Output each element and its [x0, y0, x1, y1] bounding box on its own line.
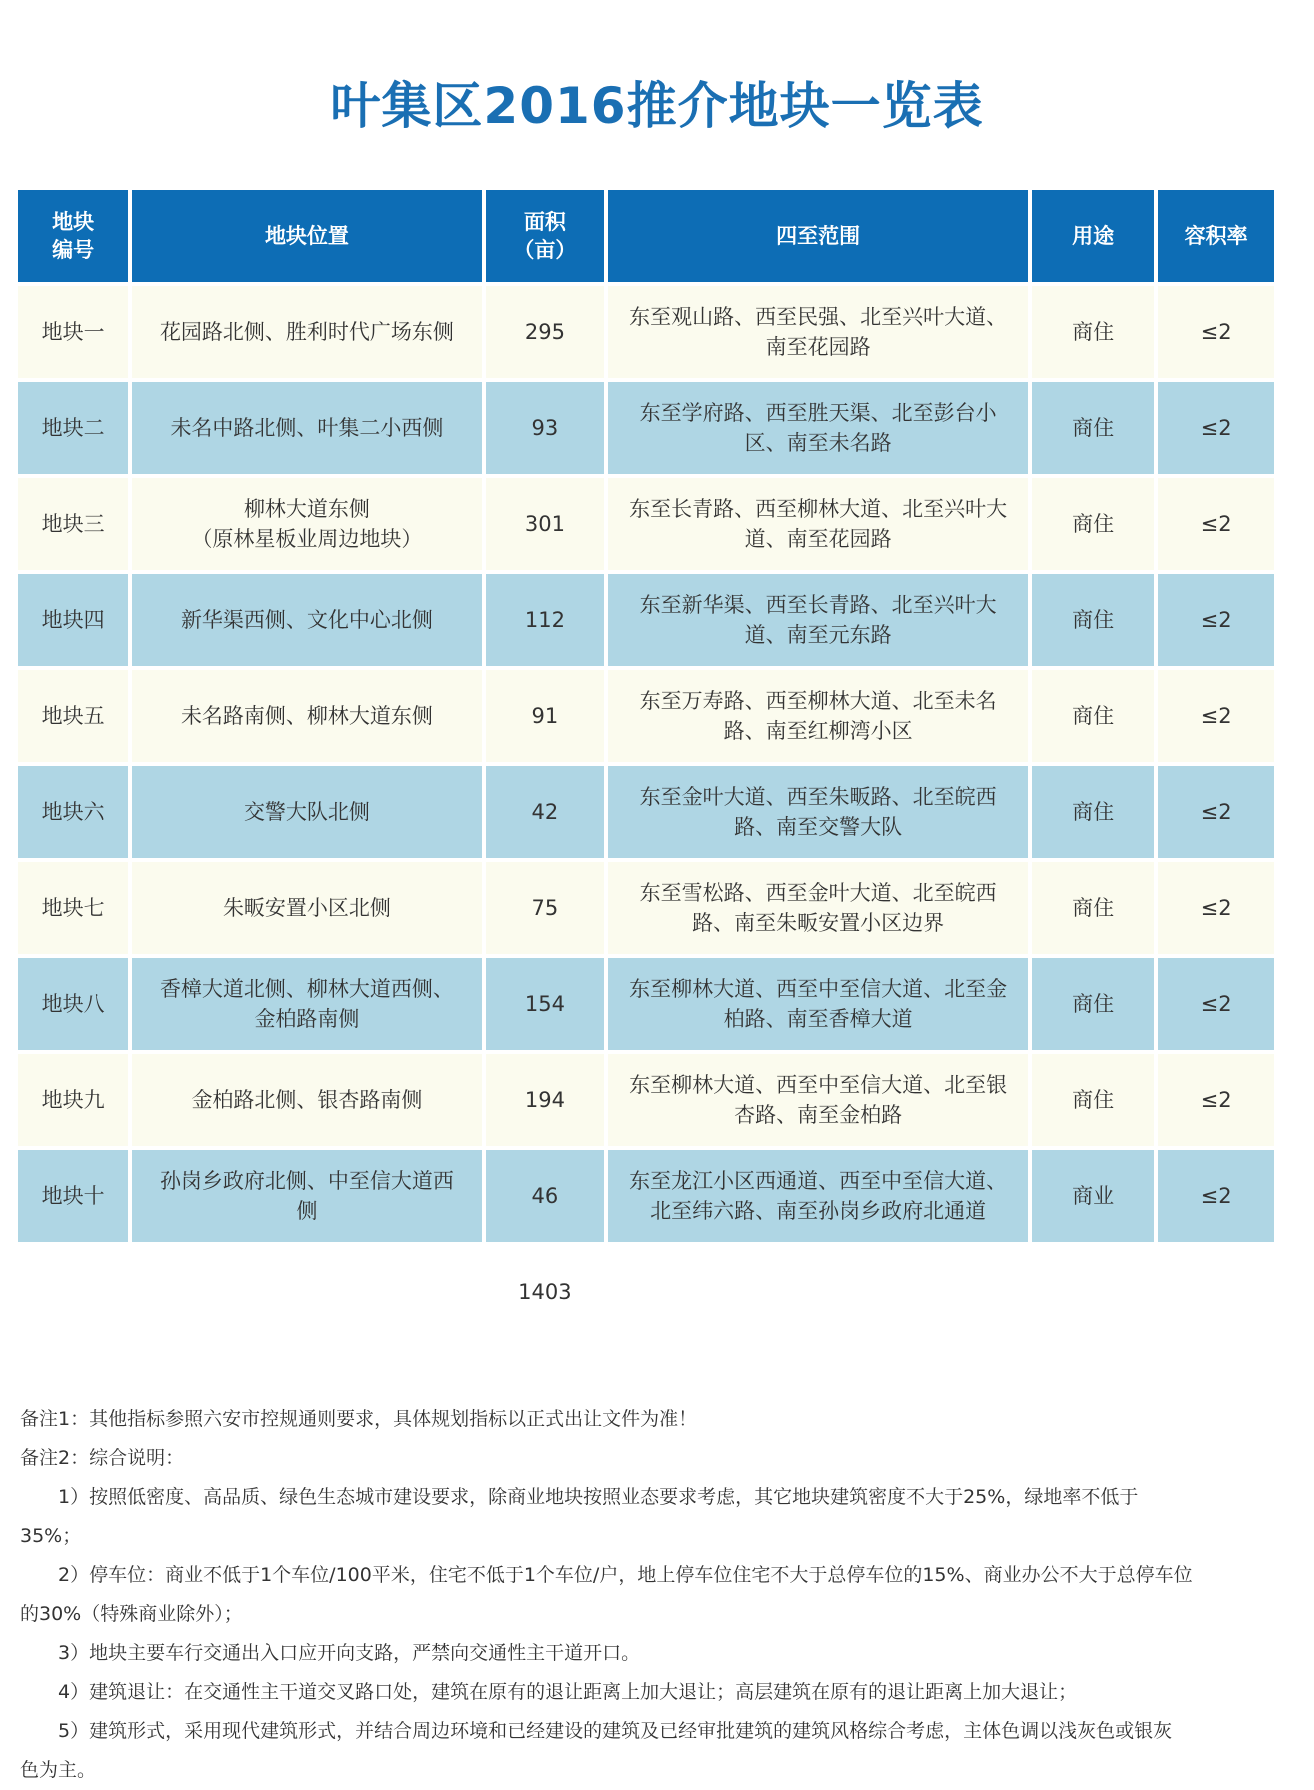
note-item-3: 3）地块主要车行交通出入口应开向支路，严禁向交通性主干道开口。	[58, 1642, 641, 1664]
cell-use: 商住	[1032, 1054, 1154, 1146]
cell-area: 46	[486, 1150, 605, 1242]
cell-bounds: 东至新华渠、西至长青路、北至兴叶大 道、南至元东路	[608, 574, 1028, 666]
note-item-5: 5）建筑形式，采用现代建筑形式，并结合周边环境和已经建设的建筑及已经审批建筑的建筑风格综合考虑，主体色调以浅灰色或银灰	[58, 1720, 1173, 1742]
cell-far: ≤2	[1158, 1150, 1274, 1242]
header-area: 面积 （亩）	[486, 190, 605, 282]
cell-use: 商住	[1032, 766, 1154, 858]
cell-far: ≤2	[1158, 862, 1274, 954]
cell-far: ≤2	[1158, 286, 1274, 378]
cell-area: 91	[486, 670, 605, 762]
cell-location: 朱畈安置小区北侧	[132, 862, 481, 954]
cell-far: ≤2	[1158, 766, 1274, 858]
cell-area: 42	[486, 766, 605, 858]
total-empty	[608, 1246, 1028, 1338]
cell-use: 商住	[1032, 478, 1154, 570]
table-row	[18, 574, 1274, 666]
table-header-row	[18, 190, 1274, 282]
cell-far: ≤2	[1158, 478, 1274, 570]
note-item-2-cont: 的30%（特殊商业除外）；	[20, 1603, 243, 1625]
table-row	[18, 766, 1274, 858]
notes	[20, 1400, 1290, 1790]
cell-bounds: 东至龙江小区西通道、西至中至信大道、 北至纬六路、南至孙岗乡政府北通道	[608, 1150, 1028, 1242]
cell-id: 地块八	[18, 958, 128, 1050]
note-item-1: 1）按照低密度、高品质、绿色生态城市建设要求，除商业地块按照业态要求考虑，其它地块建筑密度不大于25%，绿地率不低于	[58, 1486, 1139, 1508]
cell-far: ≤2	[1158, 382, 1274, 474]
cell-bounds: 东至观山路、西至民强、北至兴叶大道、 南至花园路	[608, 286, 1028, 378]
plots-table	[14, 186, 1278, 1342]
cell-id: 地块一	[18, 286, 128, 378]
cell-id: 地块六	[18, 766, 128, 858]
cell-far: ≤2	[1158, 958, 1274, 1050]
total-empty	[132, 1246, 481, 1338]
cell-location: 孙岗乡政府北侧、中至信大道西 侧	[132, 1150, 481, 1242]
cell-bounds: 东至学府路、西至胜天渠、北至彭台小 区、南至未名路	[608, 382, 1028, 474]
table-row	[18, 1150, 1274, 1242]
cell-id: 地块七	[18, 862, 128, 954]
cell-far: ≤2	[1158, 574, 1274, 666]
note-item-5-cont: 色为主。	[20, 1759, 97, 1781]
cell-area: 75	[486, 862, 605, 954]
total-empty	[1158, 1246, 1274, 1338]
cell-bounds: 东至长青路、西至柳林大道、北至兴叶大 道、南至花园路	[608, 478, 1028, 570]
cell-location: 柳林大道东侧 （原林星板业周边地块）	[132, 478, 481, 570]
cell-location: 新华渠西侧、文化中心北侧	[132, 574, 481, 666]
table-row	[18, 958, 1274, 1050]
cell-location: 未名路南侧、柳林大道东侧	[132, 670, 481, 762]
note-item-4: 4）建筑退让：在交通性主干道交叉路口处，建筑在原有的退让距离上加大退让；高层建筑在原有的退让距离上加大退让；	[58, 1681, 1078, 1703]
header-bounds: 四至范围	[608, 190, 1028, 282]
header-id: 地块 编号	[18, 190, 128, 282]
cell-use: 商住	[1032, 670, 1154, 762]
header-location: 地块位置	[132, 190, 481, 282]
cell-area: 154	[486, 958, 605, 1050]
cell-bounds: 东至万寿路、西至柳林大道、北至未名 路、南至红柳湾小区	[608, 670, 1028, 762]
cell-area: 301	[486, 478, 605, 570]
cell-location: 金柏路北侧、银杏路南侧	[132, 1054, 481, 1146]
cell-area: 112	[486, 574, 605, 666]
cell-id: 地块五	[18, 670, 128, 762]
cell-use: 商住	[1032, 958, 1154, 1050]
cell-bounds: 东至柳林大道、西至中至信大道、北至金 柏路、南至香樟大道	[608, 958, 1028, 1050]
cell-use: 商住	[1032, 382, 1154, 474]
cell-area: 295	[486, 286, 605, 378]
cell-use: 商住	[1032, 286, 1154, 378]
cell-id: 地块二	[18, 382, 128, 474]
cell-bounds: 东至雪松路、西至金叶大道、北至皖西 路、南至朱畈安置小区边界	[608, 862, 1028, 954]
cell-id: 地块四	[18, 574, 128, 666]
note-2: 备注2：综合说明：	[20, 1447, 185, 1469]
cell-area: 93	[486, 382, 605, 474]
cell-bounds: 东至金叶大道、西至朱畈路、北至皖西 路、南至交警大队	[608, 766, 1028, 858]
total-row	[18, 1246, 1274, 1338]
cell-use: 商住	[1032, 574, 1154, 666]
cell-location: 花园路北侧、胜利时代广场东侧	[132, 286, 481, 378]
page-title: 叶集区2016推介地块一览表	[330, 77, 984, 135]
header-far: 容积率	[1158, 190, 1274, 282]
table-row	[18, 382, 1274, 474]
cell-location: 交警大队北侧	[132, 766, 481, 858]
total-empty	[1032, 1246, 1154, 1338]
cell-location: 香樟大道北侧、柳林大道西侧、 金柏路南侧	[132, 958, 481, 1050]
note-item-2: 2）停车位：商业不低于1个车位/100平米，住宅不低于1个车位/户，地上停车位住宅不大于总停车位的15%、商业办公不大于总停车位	[58, 1564, 1193, 1586]
cell-bounds: 东至柳林大道、西至中至信大道、北至银 杏路、南至金柏路	[608, 1054, 1028, 1146]
cell-location: 未名中路北侧、叶集二小西侧	[132, 382, 481, 474]
cell-use: 商住	[1032, 862, 1154, 954]
cell-area: 194	[486, 1054, 605, 1146]
note-item-1-cont: 35%；	[20, 1525, 82, 1547]
table-row	[18, 670, 1274, 762]
cell-id: 地块十	[18, 1150, 128, 1242]
table-row	[18, 1054, 1274, 1146]
table-row	[18, 478, 1274, 570]
total-empty	[18, 1246, 128, 1338]
note-1: 备注1：其他指标参照六安市控规通则要求，具体规划指标以正式出让文件为准！	[20, 1408, 698, 1430]
cell-use: 商业	[1032, 1150, 1154, 1242]
header-use: 用途	[1032, 190, 1154, 282]
table-row	[18, 286, 1274, 378]
cell-id: 地块三	[18, 478, 128, 570]
cell-far: ≤2	[1158, 670, 1274, 762]
cell-id: 地块九	[18, 1054, 128, 1146]
cell-far: ≤2	[1158, 1054, 1274, 1146]
total-area: 1403	[486, 1246, 605, 1338]
table-row	[18, 862, 1274, 954]
